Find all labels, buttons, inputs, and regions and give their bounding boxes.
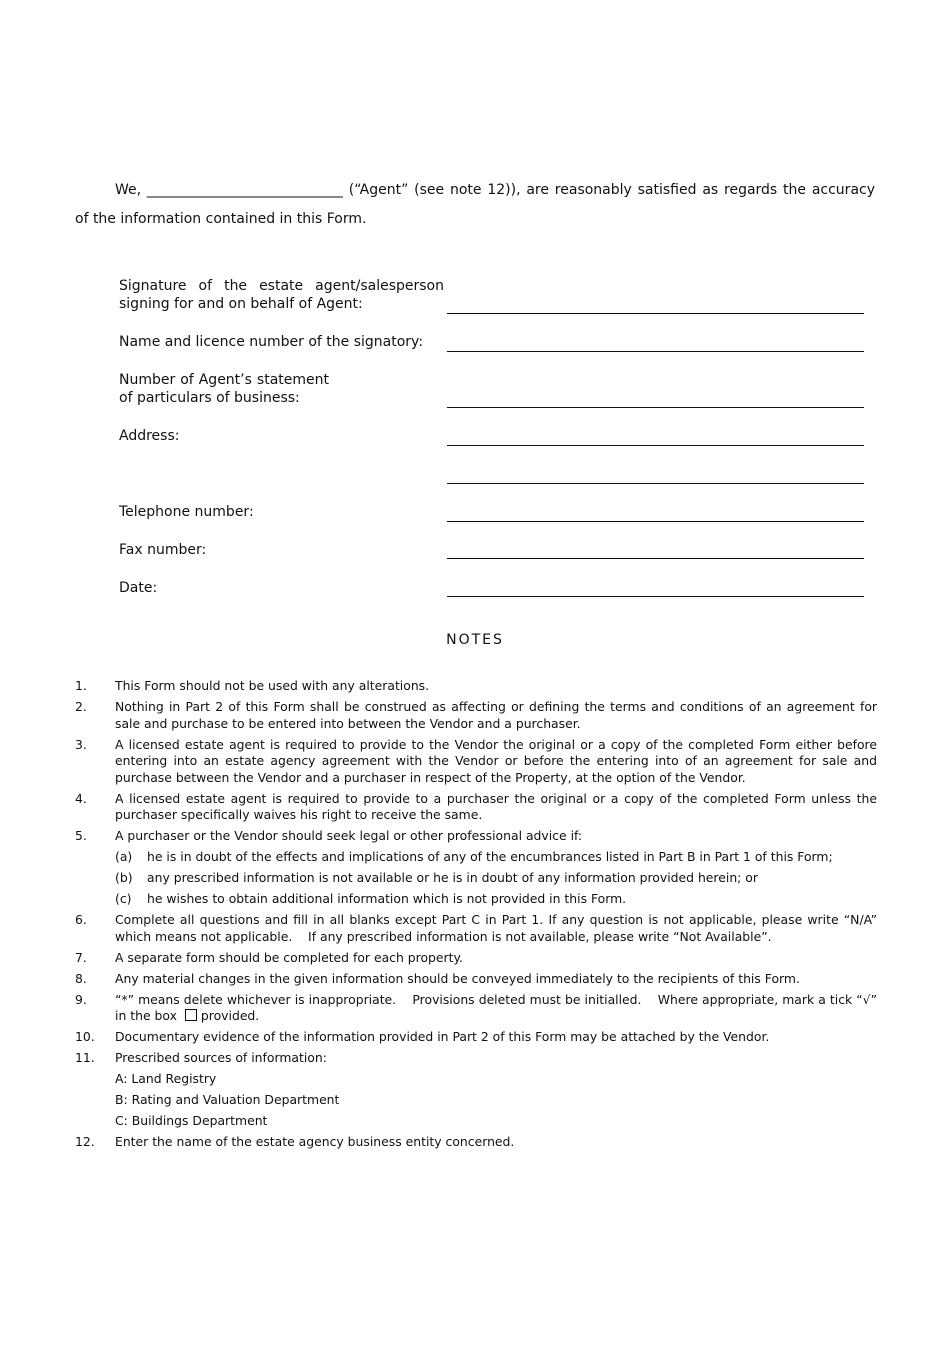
fax-line[interactable]: [447, 558, 864, 559]
notes-list: [75, 678, 881, 1155]
note-number: 12.: [75, 1134, 95, 1149]
address-label: Address:: [119, 428, 180, 444]
note-item: [75, 1134, 877, 1151]
subitem-text: he is in doubt of the effects and implications of any of the encumbrances listed in Part B in Part 1 of this Form;: [147, 849, 833, 864]
note-subitem: [75, 849, 877, 866]
notes-title: NOTES: [446, 632, 504, 648]
signatory-name-line[interactable]: [447, 351, 864, 352]
note-item: [75, 678, 877, 695]
signature-label: Signature of the estate agent/salesperson signing for and on behalf of Agent:: [119, 278, 444, 312]
note-number: 5.: [75, 828, 87, 843]
signatory-name-label: Name and licence number of the signatory:: [119, 334, 424, 350]
note-item: [75, 737, 877, 787]
note-item: [75, 912, 881, 945]
note-text: A licensed estate agent is required to provide to a purchaser the original or a copy of the completed Form unless the purchaser specifically waives his right to receive the same.: [115, 790, 877, 822]
declaration-suffix: (“Agent” (see note 12)), are reasonably satisfied as regards the accuracy of the information contained in this Form.: [75, 182, 876, 227]
note-item: [75, 950, 877, 967]
note-number: 10.: [75, 1029, 95, 1044]
note-text: Documentary evidence of the information provided in Part 2 of this Form may be attached by the Vendor.: [115, 1029, 770, 1044]
note-number: 6.: [75, 912, 87, 927]
declaration-paragraph: [75, 176, 875, 234]
note-number: 4.: [75, 790, 87, 806]
note-number: 11.: [75, 1050, 95, 1065]
note-text: provided.: [200, 1008, 260, 1023]
note-text: Complete all questions and fill in all blanks except Part C in Part 1. If any question is not applicable, please write “N/A” which means not applicable. If any prescribed information is not available, please write “Not Available”.: [115, 912, 881, 944]
subitem-letter: (c): [115, 891, 132, 906]
fax-label: Fax number:: [119, 542, 207, 558]
note-item: [75, 1050, 877, 1067]
note-text: A purchaser or the Vendor should seek legal or other professional advice if:: [115, 828, 583, 843]
note-number: 7.: [75, 949, 87, 965]
checkbox-icon: [185, 1009, 197, 1021]
agent-name-blank[interactable]: ____________________________: [146, 182, 343, 198]
subitem-letter: (b): [115, 870, 133, 885]
source-item: A: Land Registry: [115, 1071, 217, 1086]
date-line[interactable]: [447, 596, 864, 597]
note-item: [75, 791, 877, 824]
note-number: 1.: [75, 678, 87, 693]
note-number: 8.: [75, 970, 87, 986]
declaration-prefix: We,: [115, 182, 142, 198]
telephone-label: Telephone number:: [119, 504, 254, 520]
date-label: Date:: [119, 580, 158, 596]
note-number: 3.: [75, 736, 87, 752]
note-text: Any material changes in the given information should be conveyed immediately to the recipients of this Form.: [115, 970, 800, 986]
note-number: 2.: [75, 699, 87, 714]
note-text: This Form should not be used with any alterations.: [115, 678, 430, 693]
note-text: Prescribed sources of information:: [115, 1050, 327, 1065]
address-line-1[interactable]: [447, 445, 864, 446]
note-subitem: [75, 870, 877, 887]
statement-number-label: Number of Agent’s statement of particulars of business:: [119, 372, 329, 406]
signature-line[interactable]: [447, 313, 864, 314]
source-item: C: Buildings Department: [115, 1113, 268, 1128]
note-item: [75, 828, 877, 845]
subitem-letter: (a): [115, 849, 133, 864]
address-line-2[interactable]: [447, 483, 864, 484]
note-text: Enter the name of the estate agency business entity concerned.: [115, 1134, 515, 1149]
subitem-text: he wishes to obtain additional information which is not provided in this Form.: [147, 891, 627, 906]
note-item: [75, 991, 881, 1025]
note-text: A licensed estate agent is required to provide to the Vendor the original or a copy of the completed Form either before entering into an estate agency agreement with the Vendor or before the entering into of an agreement for sale and purchase between the Vendor and a purchaser in respect of the Property, at the option of the Vendor.: [115, 736, 877, 785]
note-item: [75, 1029, 877, 1046]
telephone-line[interactable]: [447, 521, 864, 522]
subitem-text: any prescribed information is not available or he is in doubt of any information provided herein; or: [147, 870, 758, 885]
note-text: A separate form should be completed for each property.: [115, 949, 463, 965]
note-item: [75, 699, 877, 732]
note-item: [75, 971, 877, 988]
note-text: “*” means delete whichever is inappropriate. Provisions deleted must be initialled. Where appropriate, mark a tick “√” in the box: [115, 991, 881, 1023]
statement-number-line[interactable]: [447, 407, 864, 408]
note-number: 9.: [75, 991, 87, 1007]
note-subitem: [75, 891, 877, 908]
note-text: Nothing in Part 2 of this Form shall be construed as affecting or defining the terms and conditions of an agreement for sale and purchase to be entered into between the Vendor and a purchaser.: [115, 699, 877, 731]
source-item: B: Rating and Valuation Department: [115, 1092, 340, 1107]
